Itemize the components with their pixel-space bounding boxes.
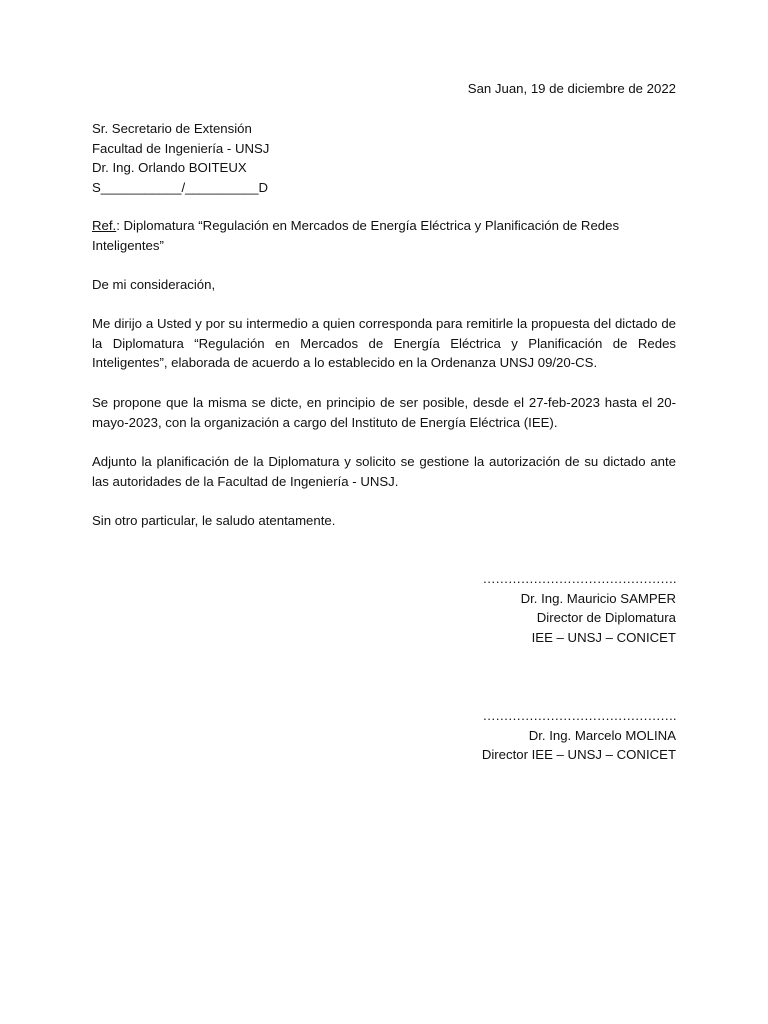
signature-line: ………………………………………. — [482, 571, 676, 586]
signature-block-molina — [482, 706, 676, 765]
letter-date: San Juan, 19 de diciembre de 2022 — [467, 81, 676, 96]
reference-label: Ref. — [92, 218, 117, 233]
body-paragraph-2: Se propone que la misma se dicte, en principio de ser posible, desde el 27-feb-2023 hasta el 20-mayo-2023, con la organización a cargo del Instituto de Energía Eléctrica (IEE). — [92, 395, 676, 430]
addressee-faculty: Facultad de Ingeniería - UNSJ — [92, 140, 270, 156]
body-paragraph-3: Adjunto la planificación de la Diplomatura y solicito se gestione la autorización de su dictado ante las autoridades de la Facultad de Ingeniería - UNSJ. — [92, 454, 676, 489]
signatory-name: Dr. Ing. Mauricio SAMPER — [520, 590, 676, 606]
addressee-block — [92, 119, 269, 197]
signatory-institution: IEE – UNSJ – CONICET — [531, 629, 676, 645]
body-paragraph-1: Me dirijo a Usted y por su intermedio a quien corresponda para remitirle la propuesta del dictado de la Diplomatura “Regulación en Mercados de Energía Eléctrica y Planificación de Redes Inteligentes”, elaborada de acuerdo a lo establecido en la Ordenanza UNSJ 09/20-CS. — [92, 316, 676, 371]
salutation: De mi consideración, — [92, 277, 216, 292]
closing-line: Sin otro particular, le saludo atentamente. — [92, 513, 336, 528]
addressee-sd-line: S___________/__________D — [92, 179, 269, 195]
signatory-role: Director de Diplomatura — [536, 610, 676, 626]
reference-line — [92, 216, 676, 255]
signature-block-samper — [483, 569, 676, 647]
reference-text: : Diplomatura “Regulación en Mercados de Energía Eléctrica y Planificación de Redes Inteligentes” — [92, 218, 620, 253]
signatory-name: Dr. Ing. Marcelo MOLINA — [528, 727, 676, 743]
signature-line: ………………………………………. — [482, 708, 676, 723]
addressee-name: Dr. Ing. Orlando BOITEUX — [92, 160, 247, 176]
addressee-title: Sr. Secretario de Extensión — [92, 121, 252, 136]
signatory-role: Director IEE – UNSJ – CONICET — [481, 747, 676, 763]
